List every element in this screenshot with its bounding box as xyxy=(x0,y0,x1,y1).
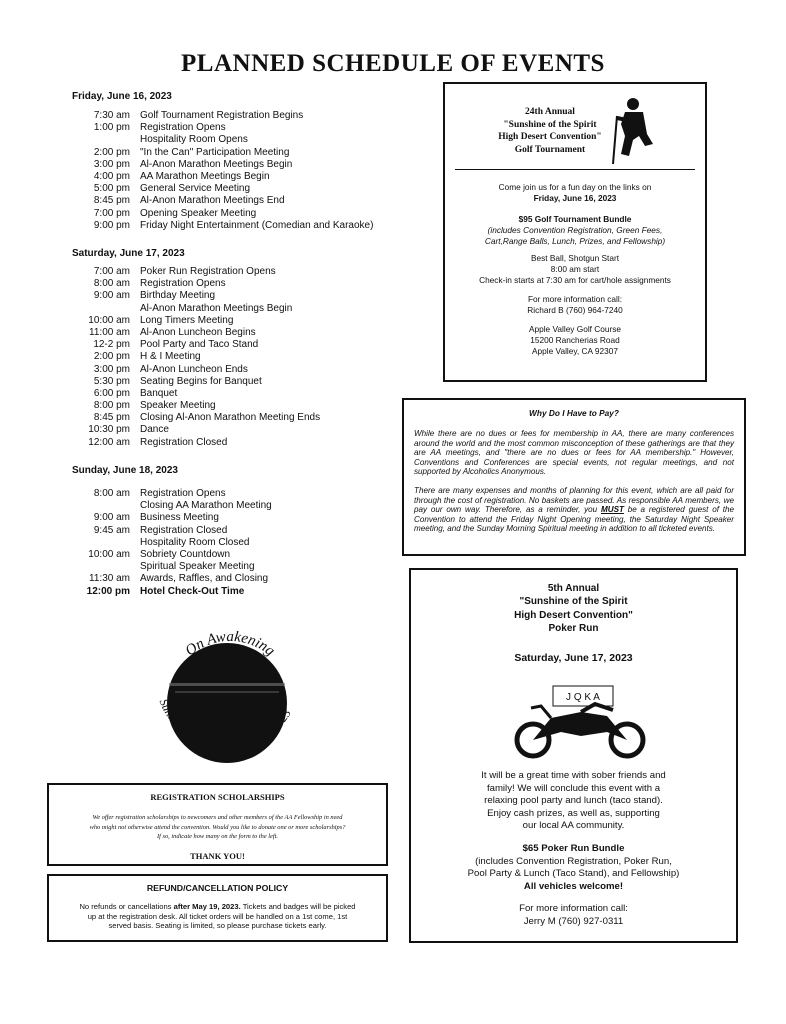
logo-top-text: On Awakening xyxy=(182,628,278,660)
event-name: Golf Tournament Registration Begins xyxy=(140,110,304,121)
event-time: 9:00 am xyxy=(93,512,130,524)
sunday-schedule-row xyxy=(82,525,272,537)
sunday-schedule-row xyxy=(82,561,272,573)
friday-schedule xyxy=(82,110,373,232)
saturday-schedule-row xyxy=(82,412,320,424)
golf-details: Come join us for a fun day on the links on Friday, June 16, 2023 $95 Golf Tournament Bundle (includes Convention Registration, Green Fees, Cart,Range Balls, Lunch, Prizes, and Fellowship) Best Ball, Shotgun Start 8:00 am start Check-in starts at 7:30 am for cart/hole assignments For more information call: Richard B (760) 964-7240 Apple Valley Golf Course 15200 Rancherias Road Apple Valley, CA 92307 xyxy=(479,182,671,356)
event-name: Poker Run Registration Opens xyxy=(140,266,276,277)
event-name: Registration Closed xyxy=(140,436,228,448)
golfer-icon xyxy=(603,96,663,166)
refund-policy-box xyxy=(47,874,388,942)
event-name: AA Marathon Meetings Begin xyxy=(140,170,270,182)
event-time xyxy=(82,134,140,146)
event-name: Al-Anon Luncheon Ends xyxy=(140,363,248,375)
event-time: 2:00 pm xyxy=(93,146,130,158)
event-time: 12-2 pm xyxy=(93,339,130,351)
sunday-schedule xyxy=(82,488,272,598)
scholarships-heading: REGISTRATION SCHOLARSHIPS xyxy=(150,792,285,802)
event-time: 12:00 pm xyxy=(86,585,130,597)
event-time: 10:30 pm xyxy=(88,424,130,436)
sunday-schedule-row xyxy=(82,500,272,512)
sunday-heading: Sunday, June 18, 2023 xyxy=(72,465,178,476)
event-name: Hospitality Room Closed xyxy=(140,536,250,548)
friday-schedule-row xyxy=(82,195,373,207)
sunday-schedule-row xyxy=(82,549,272,561)
why-paragraph-2: There are many expenses and months of planning for this event, which are all paid for through the cost of registration. No baskets are passed. As responsible AA members, we pay our own way. Therefore, as a reminder, you MUST be a registered guest of the Convention to attend the Friday Night Opening meeting, the Saturday Night Speaker meeting, and the Sunday Morning Spiritual meeting in addition to all ticketed events. xyxy=(414,485,734,534)
poker-title: 5th Annual "Sunshine of the Spirit High Desert Convention" Poker Run xyxy=(514,583,633,635)
friday-schedule-row xyxy=(82,147,373,159)
golf-title: 24th Annual "Sunshine of the Spirit High Desert Convention" Golf Tournament xyxy=(498,107,602,155)
friday-schedule-row xyxy=(82,134,373,146)
event-time: 7:00 am xyxy=(93,266,130,277)
refund-heading: REFUND/CANCELLATION POLICY xyxy=(146,883,289,893)
friday-schedule-row xyxy=(82,220,373,232)
why-paragraph-1: While there are no dues or fees for membership in AA, there are many conferences around the world and the most common misconception of these gatherings are that they are AA meetings, and "there are no dues or fees for AA membership." However, Conventions and Conferences are special events, not regular meetings, and not supported by Alcoholics Anonymous. xyxy=(414,429,734,477)
event-name: "In the Can" Participation Meeting xyxy=(140,146,290,158)
page-title: PLANNED SCHEDULE OF EVENTS xyxy=(181,50,605,77)
logo-bottom-text: Sunshine of the Spirit - HDC 2023 xyxy=(156,696,294,753)
event-name: H & I Meeting xyxy=(140,351,201,363)
event-name: Al-Anon Marathon Meetings Begin xyxy=(140,158,293,170)
scholarships-text: We offer registration scholarships to newcomers and other members of the AA Fellowship in need who might not otherwise attend the convention. Would you like to donate one or more scholarships? If so, indicate how many on the form to the left. xyxy=(89,814,346,841)
motorcycle-icon xyxy=(511,682,651,762)
event-name: Birthday Meeting xyxy=(140,290,216,302)
saturday-schedule-row xyxy=(82,315,320,327)
saturday-schedule-row xyxy=(82,376,320,388)
event-name: Seating Begins for Banquet xyxy=(140,375,262,387)
event-time xyxy=(82,537,140,549)
saturday-schedule-row xyxy=(82,437,320,449)
sunday-schedule-row xyxy=(82,573,272,585)
event-name: Registration Opens xyxy=(140,122,226,134)
event-name: Registration Opens xyxy=(140,488,226,499)
event-name: Speaker Meeting xyxy=(140,400,216,412)
saturday-heading: Saturday, June 17, 2023 xyxy=(72,248,185,259)
poker-details: It will be a great time with sober friends and family! We will conclude this event with a relaxing pool party and lunch (taco stand). Enjoy cash prizes, as well as, supporting our local AA community. $65 Poker Run Bundle (includes Convention Registration, Poker Run, Pool Party & Lunch (Taco Stand), and Fellowship) All vehicles welcome! For more information call: Jerry M (760) 927-0311 xyxy=(467,770,680,927)
event-name: Registration Closed xyxy=(140,524,228,536)
event-name: Awards, Raffles, and Closing xyxy=(140,573,269,585)
saturday-schedule-row xyxy=(82,303,320,315)
event-time: 6:00 pm xyxy=(93,387,130,399)
sunday-schedule-row xyxy=(82,488,272,500)
event-name: Pool Party and Taco Stand xyxy=(140,339,259,351)
saturday-schedule-row xyxy=(82,327,320,339)
poker-run-box xyxy=(409,568,738,943)
event-time: 3:00 pm xyxy=(93,158,130,170)
event-time xyxy=(82,561,140,573)
friday-heading: Friday, June 16, 2023 xyxy=(72,91,172,102)
event-time: 3:00 pm xyxy=(93,363,130,375)
event-time: 12:00 am xyxy=(88,436,130,448)
sunday-schedule-row xyxy=(82,586,272,598)
saturday-schedule-row xyxy=(82,388,320,400)
event-time: 5:00 pm xyxy=(93,183,130,195)
event-time: 9:00 am xyxy=(93,290,130,302)
event-name: Al-Anon Marathon Meetings End xyxy=(140,195,285,207)
logo-graphic xyxy=(145,615,315,785)
event-time: 11:00 am xyxy=(89,326,130,338)
event-time: 1:00 pm xyxy=(93,122,130,134)
sunday-schedule-row xyxy=(82,537,272,549)
on-awakening-logo xyxy=(145,615,315,785)
saturday-schedule-row xyxy=(82,351,320,363)
saturday-schedule-row xyxy=(82,278,320,290)
event-time: 10:00 am xyxy=(88,314,130,326)
friday-schedule-row xyxy=(82,122,373,134)
event-time: 8:00 pm xyxy=(93,400,130,412)
saturday-schedule-row xyxy=(82,290,320,302)
event-time: 8:45 pm xyxy=(93,412,130,424)
event-time: 7:30 am xyxy=(93,110,130,121)
event-name: Banquet xyxy=(140,387,178,399)
event-name: Closing AA Marathon Meeting xyxy=(140,500,272,512)
event-name: Al-Anon Marathon Meetings Begin xyxy=(140,302,293,314)
event-name: Hospitality Room Opens xyxy=(140,134,248,146)
friday-schedule-row xyxy=(82,171,373,183)
event-time: 8:00 am xyxy=(93,488,130,499)
event-time: 10:00 am xyxy=(88,548,130,560)
friday-schedule-row xyxy=(82,110,373,122)
poker-date: Saturday, June 17, 2023 xyxy=(514,652,633,664)
why-heading: Why Do I Have to Pay? xyxy=(529,408,619,418)
event-time xyxy=(82,303,140,315)
friday-schedule-row xyxy=(82,183,373,195)
event-name: General Service Meeting xyxy=(140,183,251,195)
saturday-schedule-row xyxy=(82,364,320,376)
event-time: 8:00 am xyxy=(93,278,130,290)
why-pay-box xyxy=(402,398,746,556)
scholarships-thanks: THANK YOU! xyxy=(190,851,245,861)
event-time xyxy=(82,500,140,512)
refund-text: No refunds or cancellations after May 19, 2023. Tickets and badges will be picked up at the registration desk. All ticket orders will be handled on a 1st come, 1st served basis. Seating is limited, so please purchase tickets early. xyxy=(79,902,356,931)
event-name: Closing Al-Anon Marathon Meeting Ends xyxy=(140,412,321,424)
saturday-schedule-row xyxy=(82,424,320,436)
friday-schedule-row xyxy=(82,159,373,171)
event-time: 5:30 pm xyxy=(93,375,130,387)
event-name: Business Meeting xyxy=(140,512,219,524)
event-name: Dance xyxy=(140,424,169,436)
event-name: Sobriety Countdown xyxy=(140,548,231,560)
event-name: Friday Night Entertainment (Comedian and Karaoke) xyxy=(140,219,374,231)
saturday-schedule xyxy=(82,266,320,449)
event-time: 2:00 pm xyxy=(93,351,130,363)
saturday-schedule-row xyxy=(82,266,320,278)
saturday-schedule-row xyxy=(82,400,320,412)
sunday-schedule-row xyxy=(82,512,272,524)
svg-text:J Q K A: J Q K A xyxy=(566,692,600,703)
event-name: Opening Speaker Meeting xyxy=(140,207,257,219)
event-time: 9:45 am xyxy=(93,524,130,536)
event-name: Spiritual Speaker Meeting xyxy=(140,561,255,573)
event-time: 9:00 pm xyxy=(93,219,130,231)
event-name: Long Timers Meeting xyxy=(140,314,234,326)
event-time: 11:30 am xyxy=(89,573,130,585)
event-name: Registration Opens xyxy=(140,278,226,290)
event-time: 7:00 pm xyxy=(93,207,130,219)
event-name: Al-Anon Luncheon Begins xyxy=(140,326,256,338)
saturday-schedule-row xyxy=(82,339,320,351)
event-name: Hotel Check-Out Time xyxy=(140,585,245,597)
friday-schedule-row xyxy=(82,208,373,220)
scholarships-box xyxy=(47,783,388,866)
event-time: 8:45 pm xyxy=(93,195,130,207)
event-time: 4:00 pm xyxy=(93,170,130,182)
golf-tournament-box xyxy=(443,82,707,382)
